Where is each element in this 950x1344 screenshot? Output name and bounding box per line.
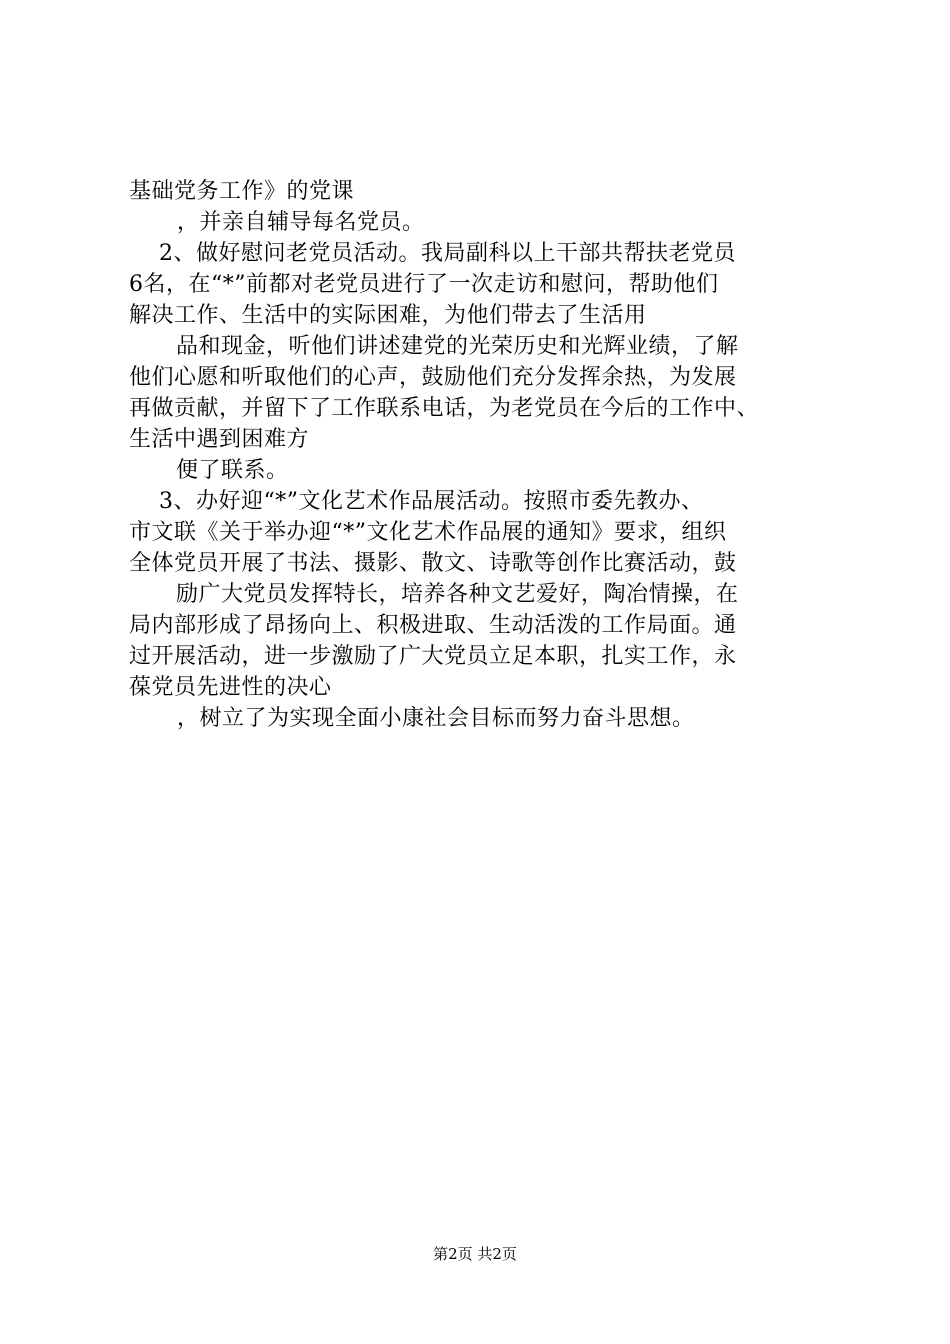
text-line: 局内部形成了昂扬向上、积极进取、生动活泼的工作局面。通	[129, 613, 737, 638]
document-body	[129, 176, 839, 734]
text-line: 过开展活动，进一步激励了广大党员立足本职，扎实工作，永	[129, 644, 737, 669]
text-line: 他们心愿和听取他们的心声，鼓励他们充分发挥余热，为发展	[129, 365, 737, 390]
text-line: 生活中遇到困难方	[129, 427, 310, 452]
text-line: 基础党务工作》的党课	[129, 179, 355, 204]
text-line: 6名，在“*”前都对老党员进行了一次走访和慰问，帮助他们	[129, 272, 719, 297]
text-line: 全体党员开展了书法、摄影、散文、诗歌等创作比赛活动，鼓	[129, 551, 737, 576]
text-line: 解决工作、生活中的实际困难，为他们带去了生活用	[129, 303, 647, 328]
paragraph-3-heading-line: 3、办好迎“*”文化艺术作品展活动。按照市委先教办、	[159, 489, 704, 514]
text-line: 励广大党员发挥特长，培养各种文艺爱好，陶冶情操，在	[176, 582, 739, 607]
text-line: 再做贡献，并留下了工作联系电话，为老党员在今后的工作中、	[129, 396, 760, 421]
page-number-footer: 第2页 共2页	[433, 1245, 517, 1263]
text-line: ，树立了为实现全面小康社会目标而努力奋斗思想。	[177, 706, 695, 731]
text-line: 市文联《关于举办迎“*”文化艺术作品展的通知》要求，组织	[129, 520, 727, 545]
text-line: 便了联系。	[176, 458, 289, 483]
paragraph-2-heading-line: 2、做好慰问老党员活动。我局副科以上干部共帮扶老党员	[159, 241, 736, 266]
text-line: 品和现金，听他们讲述建党的光荣历史和光辉业绩，了解	[176, 334, 739, 359]
text-line: ，并亲自辅导每名党员。	[177, 210, 425, 235]
text-line: 葆党员先进性的决心	[129, 675, 332, 700]
